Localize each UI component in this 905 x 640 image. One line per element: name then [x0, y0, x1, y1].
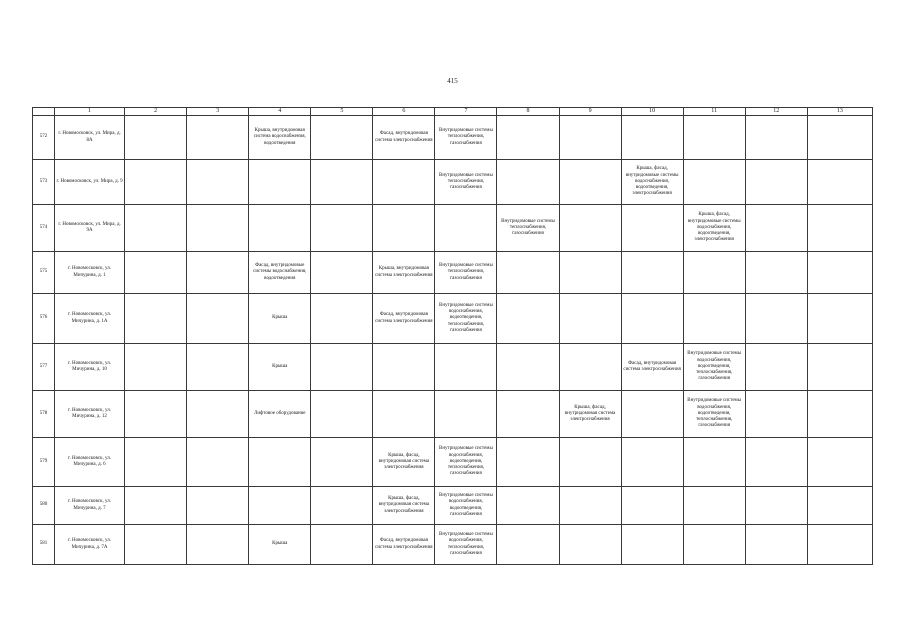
work-cell [621, 525, 683, 565]
work-cell: Внутридомовые системы водоснабжения, водоотведения, теплоснабжения, газоснабжения [435, 294, 497, 344]
table-row [33, 438, 873, 487]
work-cell: Внутридомовые системы теплоснабжения, газоснабжения [435, 252, 497, 294]
work-cell [311, 160, 373, 205]
table-row [33, 160, 873, 205]
header-cell: 10 [621, 108, 683, 116]
work-cell [497, 252, 559, 294]
header-cell: 5 [311, 108, 373, 116]
work-cell [807, 252, 872, 294]
column-number-row [33, 108, 873, 116]
work-cell [807, 116, 872, 160]
work-cell: Крыша, внутридомовая система электроснабжения [373, 252, 435, 294]
address-cell: г. Новомосковск, ул. Мичурина, д. 6 [55, 438, 125, 487]
work-cell [311, 391, 373, 438]
work-cell [683, 252, 745, 294]
work-cell [621, 294, 683, 344]
work-cell [745, 487, 807, 525]
work-cell [435, 344, 497, 391]
header-cell: 8 [497, 108, 559, 116]
header-cell: 12 [745, 108, 807, 116]
work-cell [311, 344, 373, 391]
work-cell [125, 391, 187, 438]
table-row [33, 116, 873, 160]
table-row [33, 487, 873, 525]
header-cell: 1 [55, 108, 125, 116]
work-cell [621, 252, 683, 294]
work-cell [497, 116, 559, 160]
address-cell: г. Новомосковск, ул. Мира, д. 8А [55, 116, 125, 160]
address-cell: г. Новомосковск, ул. Мичурина, д. 1А [55, 294, 125, 344]
table-row [33, 525, 873, 565]
work-cell [187, 487, 249, 525]
work-cell [745, 160, 807, 205]
work-cell: Внутридомовые системы водоснабжения, водоотведения, теплоснабжения, газоснабжения [683, 344, 745, 391]
work-cell [559, 487, 621, 525]
work-cell [745, 252, 807, 294]
work-cell [807, 391, 872, 438]
work-cell [621, 487, 683, 525]
work-cell [807, 487, 872, 525]
work-cell [683, 116, 745, 160]
work-cell [435, 391, 497, 438]
work-cell [373, 391, 435, 438]
work-cell: Внутридомовые системы теплоснабжения, газоснабжения [435, 160, 497, 205]
work-cell [621, 116, 683, 160]
work-cell [125, 205, 187, 252]
work-cell [497, 391, 559, 438]
work-cell: Внутридомовые системы теплоснабжения, газоснабжения [497, 205, 559, 252]
work-cell [683, 438, 745, 487]
work-cell [559, 294, 621, 344]
work-cell [125, 294, 187, 344]
work-cell [249, 205, 311, 252]
work-cell: Фасад, внутридомовая система электроснабжения [373, 116, 435, 160]
page-number: 415 [447, 77, 458, 85]
work-cell [745, 391, 807, 438]
work-schedule-table [32, 107, 873, 565]
work-cell: Крыша [249, 294, 311, 344]
work-cell [249, 438, 311, 487]
work-cell [311, 438, 373, 487]
address-cell: г. Новомосковск, ул. Мичурина, д. 1 [55, 252, 125, 294]
work-cell: Внутридомовые системы водоснабжения, теплоснабжения, газоснабжения [435, 525, 497, 565]
header-cell: 6 [373, 108, 435, 116]
work-cell: Внутридомовые системы водоснабжения, водоотведения, теплоснабжения, газоснабжения [435, 438, 497, 487]
header-cell: 9 [559, 108, 621, 116]
work-cell [125, 344, 187, 391]
address-cell: г. Новомосковск, ул. Мичурина, д. 7А [55, 525, 125, 565]
work-cell [683, 294, 745, 344]
work-cell [621, 391, 683, 438]
work-cell: Крыша [249, 344, 311, 391]
work-cell [745, 525, 807, 565]
work-cell [187, 252, 249, 294]
work-cell [311, 294, 373, 344]
work-cell [745, 438, 807, 487]
work-cell [187, 160, 249, 205]
work-cell [745, 116, 807, 160]
work-cell [249, 160, 311, 205]
work-cell [125, 252, 187, 294]
work-cell [807, 294, 872, 344]
work-cell [559, 205, 621, 252]
work-cell [621, 205, 683, 252]
work-cell [311, 205, 373, 252]
row-number-cell: 576 [33, 294, 55, 344]
header-cell: 7 [435, 108, 497, 116]
work-cell [187, 438, 249, 487]
work-cell: Крыша, фасад, внутридомовые системы водоснабжения, водоотведения, электроснабжения [621, 160, 683, 205]
work-cell [311, 487, 373, 525]
row-number-cell: 579 [33, 438, 55, 487]
work-cell [311, 116, 373, 160]
table-row [33, 205, 873, 252]
row-number-cell: 581 [33, 525, 55, 565]
work-cell [125, 160, 187, 205]
work-cell [559, 344, 621, 391]
work-cell [807, 438, 872, 487]
work-cell: Крыша, фасад, внутридомовая система электроснабжения [559, 391, 621, 438]
work-cell [311, 525, 373, 565]
table-row [33, 391, 873, 438]
work-cell: Крыша, фасад, внутридомовая система электроснабжения [373, 487, 435, 525]
work-cell [187, 294, 249, 344]
work-cell: Крыша [249, 525, 311, 565]
work-cell [497, 294, 559, 344]
row-number-cell: 573 [33, 160, 55, 205]
work-cell [807, 525, 872, 565]
work-cell: Лифтовое оборудование [249, 391, 311, 438]
work-cell [497, 344, 559, 391]
work-cell: Крыша, фасад, внутридомовая система электроснабжения [373, 438, 435, 487]
row-number-cell: 575 [33, 252, 55, 294]
work-cell [621, 438, 683, 487]
work-cell [683, 487, 745, 525]
work-cell [745, 344, 807, 391]
row-number-cell: 577 [33, 344, 55, 391]
work-cell [559, 116, 621, 160]
work-cell [373, 344, 435, 391]
work-cell [807, 344, 872, 391]
work-cell [187, 525, 249, 565]
header-cell: 11 [683, 108, 745, 116]
address-cell: г. Новомосковск, ул. Мичурина, д. 10 [55, 344, 125, 391]
address-cell: г. Новомосковск, ул. Мира, д. 9 [55, 160, 125, 205]
row-number-cell: 578 [33, 391, 55, 438]
work-cell [497, 487, 559, 525]
row-number-cell: 580 [33, 487, 55, 525]
work-cell [187, 344, 249, 391]
work-cell [497, 160, 559, 205]
work-cell [683, 160, 745, 205]
work-cell: Внутридомовые системы теплоснабжения, газоснабжения [435, 116, 497, 160]
work-cell [125, 487, 187, 525]
work-cell: Фасад, внутридомовая система электроснабжения [621, 344, 683, 391]
work-cell [807, 160, 872, 205]
work-cell [497, 438, 559, 487]
row-number-cell: 574 [33, 205, 55, 252]
row-number-cell: 572 [33, 116, 55, 160]
work-cell [187, 205, 249, 252]
work-cell [435, 205, 497, 252]
address-cell: г. Новомосковск, ул. Мира, д. 9А [55, 205, 125, 252]
work-cell [807, 205, 872, 252]
work-cell [187, 391, 249, 438]
work-cell [745, 205, 807, 252]
work-cell: Фасад, внутридомовая система электроснабжения [373, 525, 435, 565]
work-cell [125, 116, 187, 160]
work-cell [559, 160, 621, 205]
table-row [33, 344, 873, 391]
table-row [33, 252, 873, 294]
header-cell: 13 [807, 108, 872, 116]
work-cell: Фасад, внутридомовая система электроснабжения [373, 294, 435, 344]
work-cell [125, 438, 187, 487]
work-cell [187, 116, 249, 160]
work-cell [559, 525, 621, 565]
work-cell: Фасад, внутридомовые системы водоснабжения, водоотведения [249, 252, 311, 294]
header-cell: 3 [187, 108, 249, 116]
work-cell [125, 525, 187, 565]
work-cell [249, 487, 311, 525]
work-cell: Крыша, фасад, внутридомовые системы водоснабжения, водоотведения, электроснабжения [683, 205, 745, 252]
work-cell [559, 252, 621, 294]
work-cell: Внутридомовые системы водоснабжения, водоотведения, теплоснабжения, газоснабжения [683, 391, 745, 438]
work-cell [745, 294, 807, 344]
work-cell [497, 525, 559, 565]
address-cell: г. Новомосковск, ул. Мичурина, д. 12 [55, 391, 125, 438]
work-cell [559, 438, 621, 487]
address-cell: г. Новомосковск, ул. Мичурина, д. 7 [55, 487, 125, 525]
header-cell-blank [33, 108, 55, 116]
header-cell: 2 [125, 108, 187, 116]
work-cell [373, 160, 435, 205]
work-cell [373, 205, 435, 252]
header-cell: 4 [249, 108, 311, 116]
work-cell: Крыша, внутридомовая система водоснабжения, водоотведения [249, 116, 311, 160]
table-row [33, 294, 873, 344]
work-cell: Внутридомовые системы водоснабжения, водоотведения, газоснабжения [435, 487, 497, 525]
work-cell [311, 252, 373, 294]
work-cell [683, 525, 745, 565]
